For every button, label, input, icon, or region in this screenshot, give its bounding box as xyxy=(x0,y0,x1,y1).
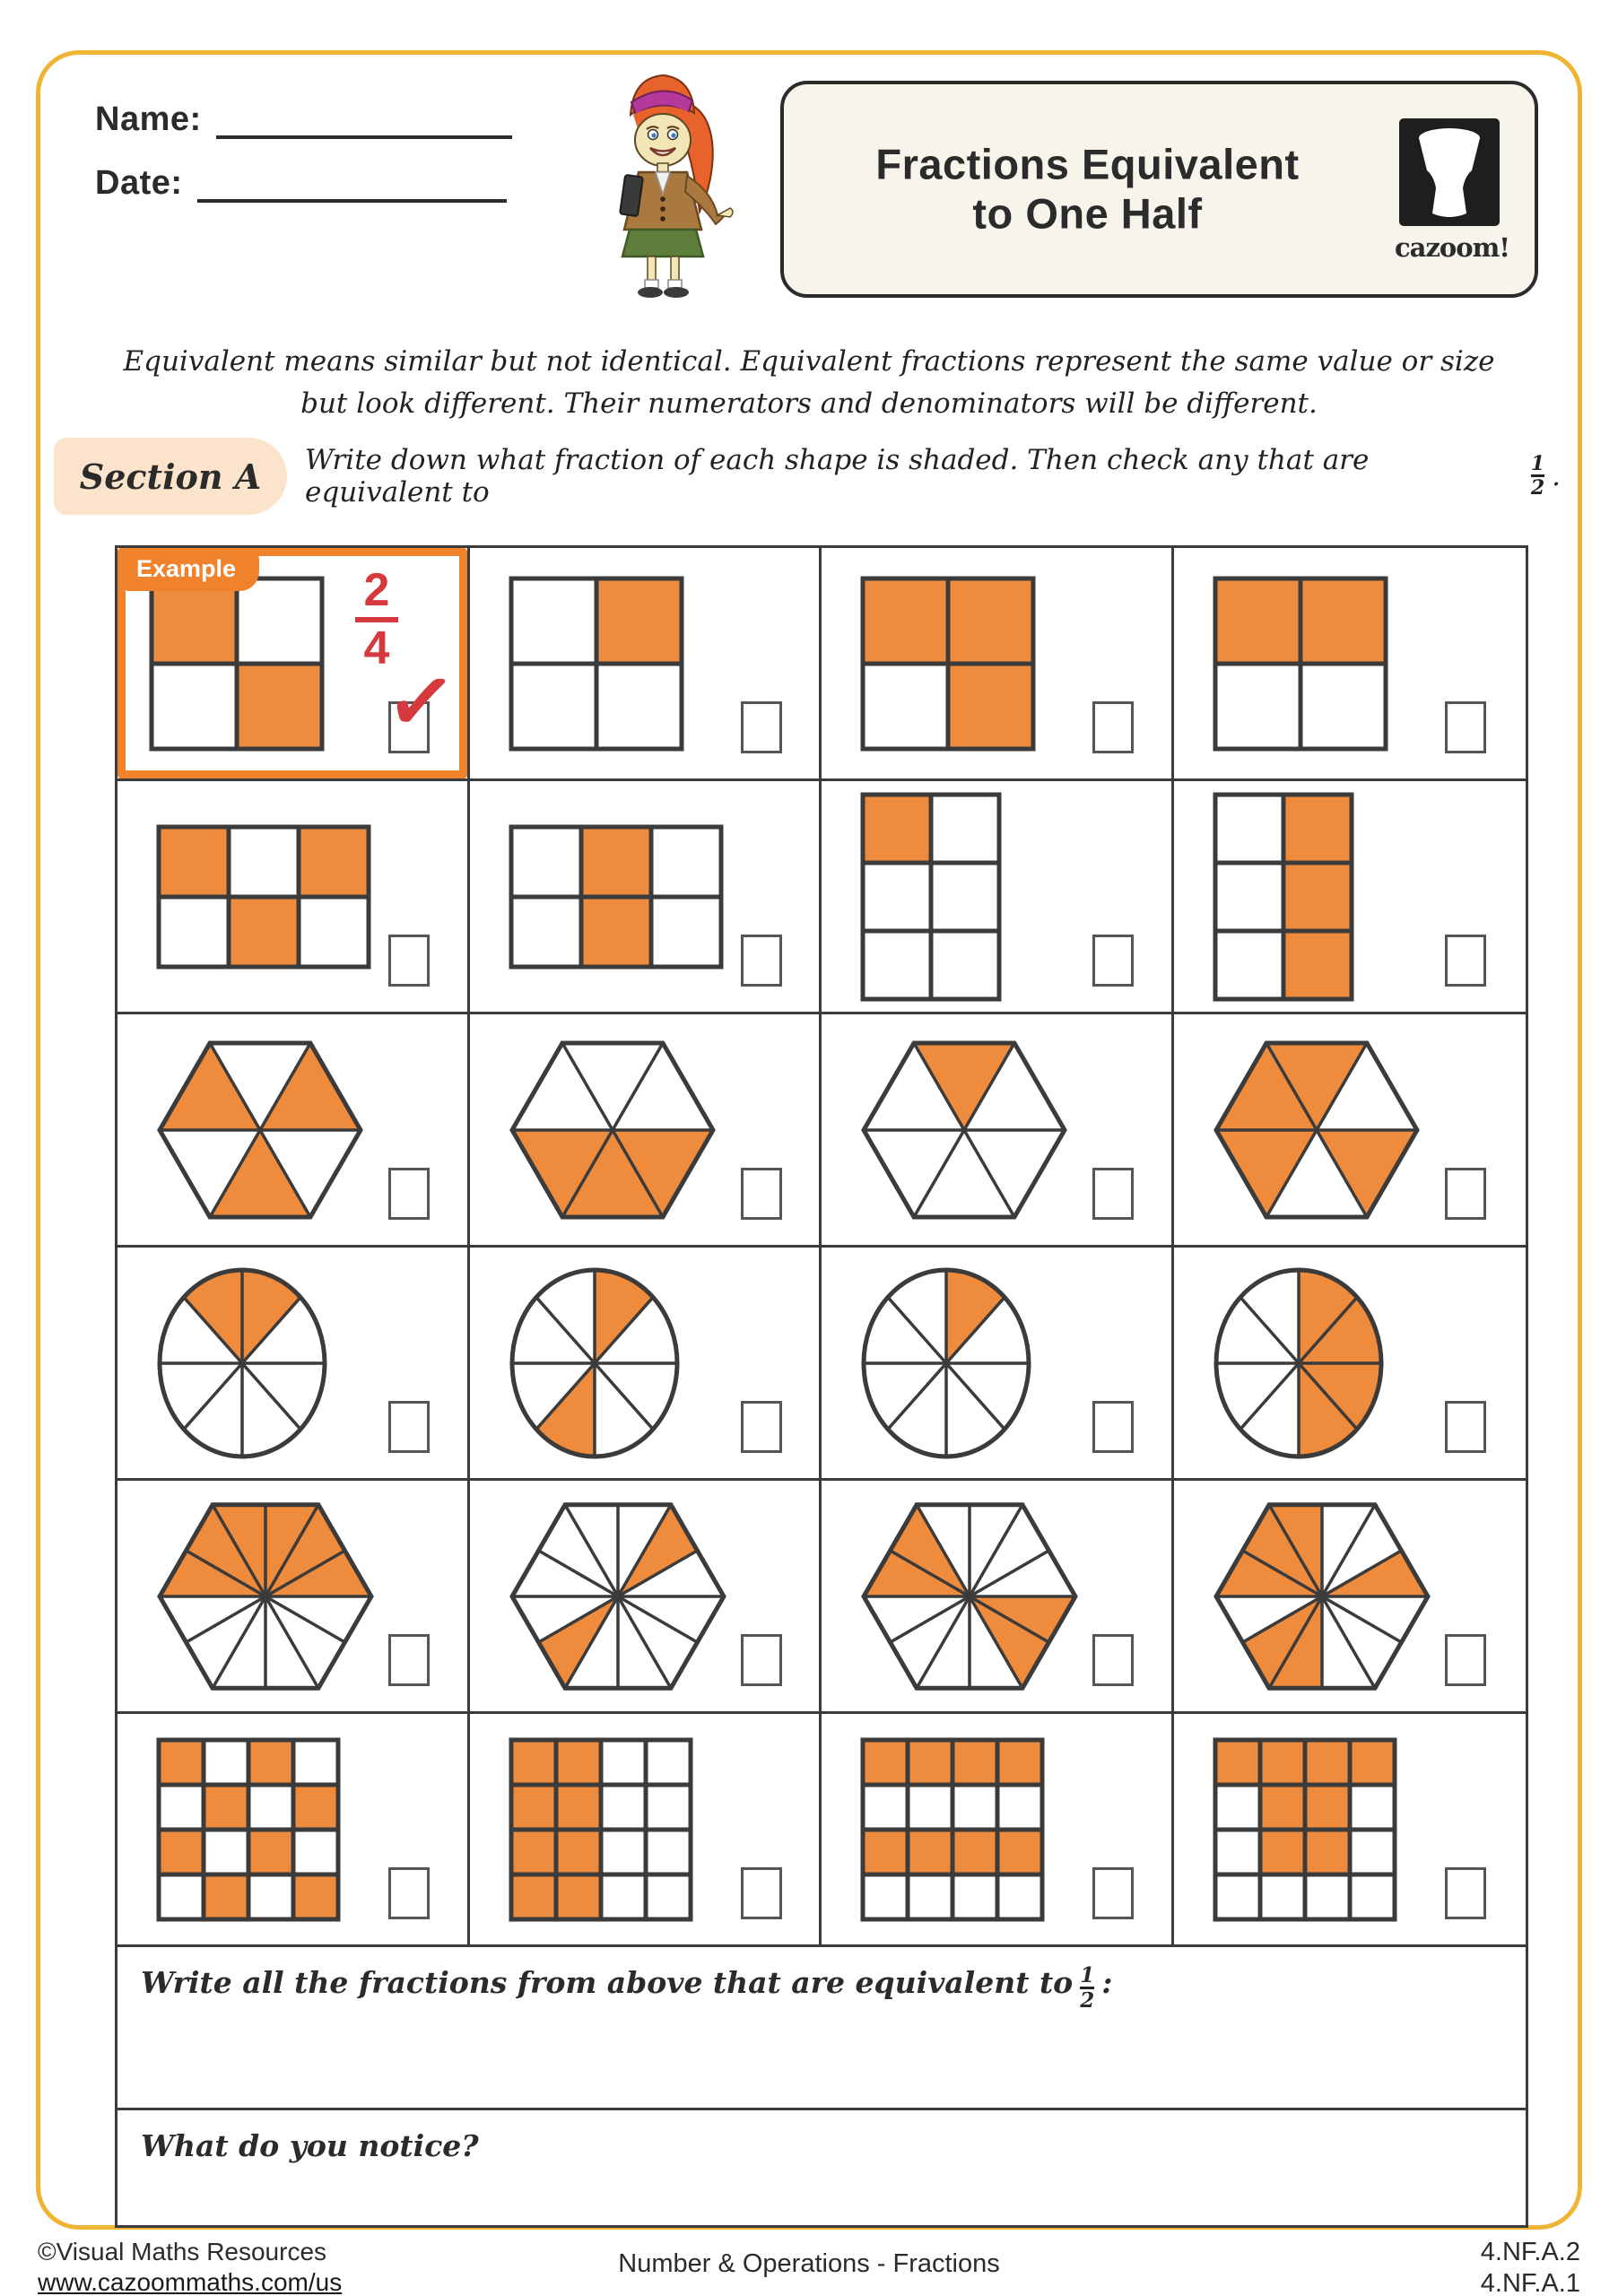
standard-code-1: 4.NF.A.2 xyxy=(1480,2238,1580,2266)
fraction-shape-grid-2x3 xyxy=(859,791,1003,1003)
fraction-shape-grid-2x2 xyxy=(1212,575,1389,752)
equivalence-checkbox[interactable] xyxy=(741,935,782,987)
fraction-cell xyxy=(1174,1014,1527,1248)
student-character-illustration xyxy=(581,57,752,301)
equivalence-checkbox[interactable] xyxy=(1092,1401,1134,1453)
fraction-cell xyxy=(822,1248,1174,1481)
section-a-instruction: Write down what fraction of each shape is shaded. Then check any that are equivalent to $\frac{1}{2}$ . xyxy=(305,444,1561,509)
fraction-shape-circle-8 xyxy=(155,1265,329,1461)
notice-answer-area[interactable] xyxy=(117,2173,1526,2225)
footer-topic: Number & Operations - Fractions xyxy=(618,2249,1000,2278)
section-a-row xyxy=(0,438,1618,518)
fraction-shape-hexagon-12 xyxy=(508,1500,728,1692)
fraction-cell xyxy=(1174,1481,1527,1714)
equivalence-checkbox[interactable] xyxy=(388,1634,430,1686)
fraction-shape-hexagon-6 xyxy=(859,1039,1069,1222)
fraction-shape-grid-2x2 xyxy=(148,575,326,752)
fraction-cell xyxy=(117,781,470,1014)
equivalence-checkbox[interactable] xyxy=(741,1401,782,1453)
fraction-cell xyxy=(1174,781,1527,1014)
equivalence-checkbox[interactable] xyxy=(741,1168,782,1220)
section-a-label: Section A xyxy=(54,438,287,515)
fraction-shape-hexagon-6 xyxy=(1212,1039,1422,1222)
equivalence-checkbox[interactable] xyxy=(1445,1168,1486,1220)
fraction-shape-circle-8 xyxy=(1212,1265,1386,1461)
title-box xyxy=(780,81,1538,298)
equivalence-checkbox[interactable] xyxy=(1092,935,1134,987)
footer xyxy=(36,2237,1582,2296)
fraction-cell xyxy=(822,1014,1174,1248)
fraction-cell xyxy=(1174,548,1527,781)
equivalence-checkbox[interactable] xyxy=(388,935,430,987)
fraction-cell xyxy=(470,1714,822,1947)
fraction-cell xyxy=(117,1714,470,1947)
equivalence-checkbox[interactable] xyxy=(388,701,430,753)
equivalence-checkbox[interactable] xyxy=(741,1867,782,1919)
example-cell xyxy=(117,548,470,781)
fraction-cell xyxy=(822,781,1174,1014)
fraction-shape-hexagon-12 xyxy=(859,1500,1080,1692)
equivalence-checkbox[interactable] xyxy=(1445,1634,1486,1686)
fraction-shape-grid-4x4 xyxy=(1212,1736,1398,1923)
example-fraction: $\frac{2}{4}$ xyxy=(344,566,410,673)
one-half-fraction: $\frac{1}{2}$ xyxy=(1080,1963,1095,2013)
copyright-text: ©Visual Maths Resources xyxy=(38,2238,327,2266)
fraction-shape-grid-2x2 xyxy=(859,575,1037,752)
equivalence-checkbox[interactable] xyxy=(1092,701,1134,753)
section-a-instruction-text: Write down what fraction of each shape is shaded. Then check any that are equivalent to xyxy=(305,444,1370,509)
fraction-shape-hexagon-12 xyxy=(1212,1500,1432,1692)
worksheet-title: Fractions Equivalent to One Half xyxy=(875,140,1300,238)
fraction-cell xyxy=(117,1248,470,1481)
fraction-shape-hexagon-12 xyxy=(155,1500,376,1692)
write-fractions-answer-area[interactable] xyxy=(117,2012,1526,2108)
equivalence-checkbox[interactable] xyxy=(1445,1867,1486,1919)
fraction-cell xyxy=(470,548,822,781)
equivalence-checkbox[interactable] xyxy=(1092,1634,1134,1686)
fractions-grid xyxy=(115,545,1528,2228)
notice-prompt: What do you notice? xyxy=(141,2128,479,2163)
name-label: Name: xyxy=(95,100,202,138)
cazoom-logo xyxy=(1395,118,1510,263)
fraction-shape-grid-4x4 xyxy=(155,1736,342,1923)
fraction-cell xyxy=(1174,1714,1527,1947)
equivalence-checkbox[interactable] xyxy=(1092,1867,1134,1919)
fraction-shape-circle-8 xyxy=(508,1265,682,1461)
fraction-shape-grid-2x3 xyxy=(1212,791,1355,1003)
name-date-block xyxy=(95,100,512,228)
website-link[interactable]: www.cazoommaths.com/us xyxy=(38,2267,343,2296)
fraction-cell xyxy=(117,1014,470,1248)
equivalence-checkbox[interactable] xyxy=(388,1168,430,1220)
cazoom-logo-icon xyxy=(1399,118,1500,226)
standard-code-2: 4.NF.A.1 xyxy=(1480,2268,1580,2296)
equivalence-checkbox[interactable] xyxy=(1445,935,1486,987)
one-half-fraction: $\frac{1}{2}$ xyxy=(1530,451,1545,500)
fraction-cell xyxy=(470,781,822,1014)
fraction-shape-hexagon-6 xyxy=(155,1039,365,1222)
equivalence-checkbox[interactable] xyxy=(388,1401,430,1453)
fraction-shape-grid-3x2 xyxy=(508,823,725,970)
equivalence-checkbox[interactable] xyxy=(741,701,782,753)
equivalence-checkbox[interactable] xyxy=(741,1634,782,1686)
intro-text: Equivalent means similar but not identical. Equivalent fractions represent the same value or size but look different. Their numerators and denominators will be different. xyxy=(123,345,1495,420)
date-label: Date: xyxy=(95,164,183,202)
fraction-shape-grid-3x2 xyxy=(155,823,372,970)
write-fractions-row xyxy=(117,1947,1526,2110)
fraction-shape-grid-2x2 xyxy=(508,575,685,752)
fraction-shape-circle-8 xyxy=(859,1265,1033,1461)
fraction-cell xyxy=(470,1481,822,1714)
fraction-cell xyxy=(1174,1248,1527,1481)
equivalence-checkbox[interactable] xyxy=(1445,701,1486,753)
cazoom-logo-text: cazoom! xyxy=(1395,232,1510,263)
date-input-line[interactable] xyxy=(197,165,507,203)
fraction-cell xyxy=(117,1481,470,1714)
equivalence-checkbox[interactable] xyxy=(388,1867,430,1919)
equivalence-checkbox[interactable] xyxy=(1445,1401,1486,1453)
equivalence-checkbox[interactable] xyxy=(1092,1168,1134,1220)
fraction-cell xyxy=(822,1714,1174,1947)
fraction-cell xyxy=(470,1248,822,1481)
fraction-cell xyxy=(822,1481,1174,1714)
example-tab: Example xyxy=(120,551,259,591)
name-input-line[interactable] xyxy=(216,101,512,139)
fraction-shape-grid-4x4 xyxy=(859,1736,1046,1923)
fraction-shape-grid-4x4 xyxy=(508,1736,694,1923)
fraction-cell xyxy=(470,1014,822,1248)
fraction-cell xyxy=(822,548,1174,781)
fraction-shape-hexagon-6 xyxy=(508,1039,718,1222)
example-checkmark: ✓ xyxy=(381,653,461,752)
write-fractions-prompt: Write all the fractions from above that are equivalent to $\frac{1}{2}$ : xyxy=(141,1963,1113,2013)
notice-row xyxy=(117,2110,1526,2225)
